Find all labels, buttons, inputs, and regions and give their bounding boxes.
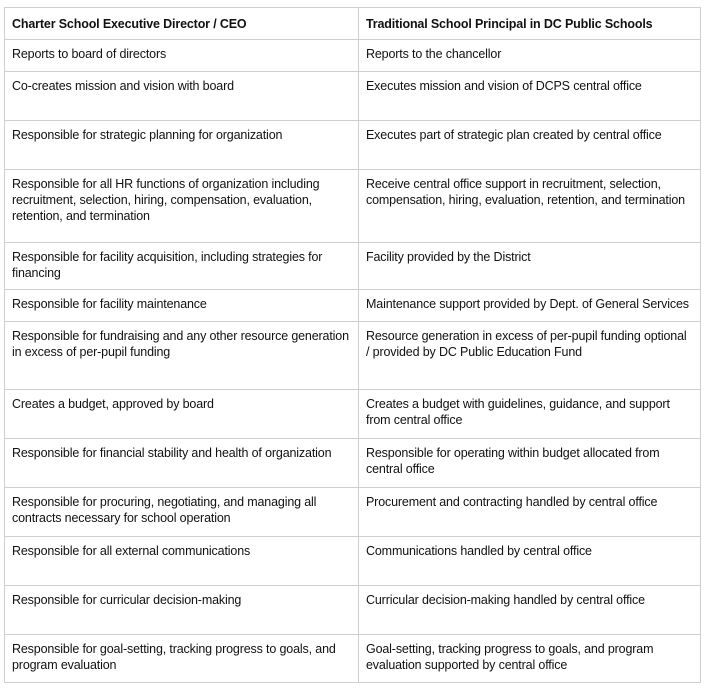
cell-charter: Co-creates mission and vision with board bbox=[5, 72, 359, 121]
header-row bbox=[5, 8, 701, 40]
cell-traditional: Communications handled by central office bbox=[359, 537, 701, 586]
cell-traditional: Maintenance support provided by Dept. of General Services bbox=[359, 290, 701, 322]
table-row bbox=[5, 40, 701, 72]
cell-charter: Responsible for all external communications bbox=[5, 537, 359, 586]
table-row bbox=[5, 537, 701, 586]
comparison-table bbox=[4, 7, 701, 683]
cell-charter: Responsible for facility acquisition, including strategies for financing bbox=[5, 243, 359, 290]
cell-charter: Responsible for financial stability and health of organization bbox=[5, 439, 359, 488]
cell-charter: Responsible for curricular decision-making bbox=[5, 586, 359, 635]
cell-charter: Responsible for all HR functions of organization including recruitment, selection, hiring, compensation, evaluation, retention, and termination bbox=[5, 170, 359, 243]
table-row bbox=[5, 586, 701, 635]
table-row bbox=[5, 243, 701, 290]
table-row bbox=[5, 390, 701, 439]
header-traditional: Traditional School Principal in DC Public Schools bbox=[359, 8, 701, 40]
cell-traditional: Resource generation in excess of per-pupil funding optional / provided by DC Public Education Fund bbox=[359, 322, 701, 390]
table-row bbox=[5, 121, 701, 170]
header-charter: Charter School Executive Director / CEO bbox=[5, 8, 359, 40]
cell-traditional: Goal-setting, tracking progress to goals, and program evaluation supported by central office bbox=[359, 635, 701, 683]
cell-charter: Responsible for facility maintenance bbox=[5, 290, 359, 322]
cell-traditional: Procurement and contracting handled by central office bbox=[359, 488, 701, 537]
cell-traditional: Reports to the chancellor bbox=[359, 40, 701, 72]
cell-traditional: Creates a budget with guidelines, guidance, and support from central office bbox=[359, 390, 701, 439]
cell-traditional: Responsible for operating within budget allocated from central office bbox=[359, 439, 701, 488]
cell-traditional: Executes mission and vision of DCPS central office bbox=[359, 72, 701, 121]
table-row bbox=[5, 322, 701, 390]
table-row bbox=[5, 635, 701, 683]
cell-charter: Responsible for fundraising and any other resource generation in excess of per-pupil funding bbox=[5, 322, 359, 390]
cell-charter: Creates a budget, approved by board bbox=[5, 390, 359, 439]
cell-charter: Responsible for procuring, negotiating, and managing all contracts necessary for school operation bbox=[5, 488, 359, 537]
table-row bbox=[5, 439, 701, 488]
cell-charter: Reports to board of directors bbox=[5, 40, 359, 72]
table-row bbox=[5, 72, 701, 121]
cell-traditional: Receive central office support in recruitment, selection, compensation, hiring, evaluation, retention, and termination bbox=[359, 170, 701, 243]
cell-traditional: Facility provided by the District bbox=[359, 243, 701, 290]
table-row bbox=[5, 170, 701, 243]
table-row bbox=[5, 290, 701, 322]
cell-charter: Responsible for goal-setting, tracking progress to goals, and program evaluation bbox=[5, 635, 359, 683]
cell-charter: Responsible for strategic planning for organization bbox=[5, 121, 359, 170]
table-row bbox=[5, 488, 701, 537]
cell-traditional: Curricular decision-making handled by central office bbox=[359, 586, 701, 635]
cell-traditional: Executes part of strategic plan created by central office bbox=[359, 121, 701, 170]
